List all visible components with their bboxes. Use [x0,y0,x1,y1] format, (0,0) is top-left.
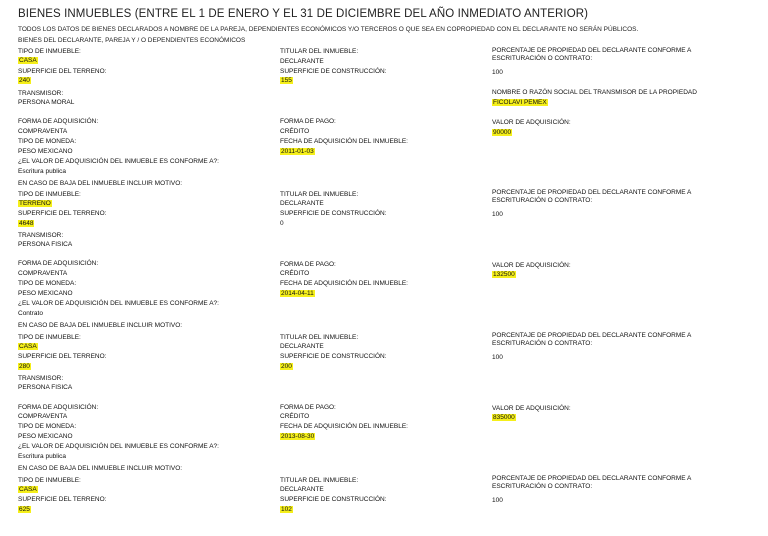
valor-adquisicion-value: 90000 [493,129,512,136]
forma-adquisicion-value: COMPRAVENTA [18,270,68,277]
superficie-terreno-label: SUPERFICIE DEL TERRENO: [18,353,107,360]
forma-pago-label: FORMA DE PAGO: [280,404,336,411]
caso-baja-label: EN CASO DE BAJA DEL INMUEBLE INCLUIR MOTIVO: [18,322,183,329]
superficie-construccion-label: SUPERFICIE DE CONSTRUCCIÓN: [280,210,387,217]
privacy-note: TODOS LOS DATOS DE BIENES DECLARADOS A NOMBRE DE LA PAREJA, DEPENDIENTES ECONÓMICOS Y/O TERCEROS O QUE SEA EN COPROPIEDAD CON EL DECLARANTE NO SERÁN PÚBLICOS. [18,26,639,33]
tipo-moneda-label: TIPO DE MONEDA: [18,423,77,430]
forma-pago-value: CRÉDITO [280,128,310,135]
forma-adquisicion-label: FORMA DE ADQUISICIÓN: [18,260,99,267]
superficie-construccion-label: SUPERFICIE DE CONSTRUCCIÓN: [280,68,387,75]
valor-adquisicion-value: 835000 [493,414,515,421]
tipo-inmueble-label: TIPO DE INMUEBLE: [18,48,81,55]
superficie-terreno-value: 625 [19,506,30,513]
tipo-inmueble-label: TIPO DE INMUEBLE: [18,477,81,484]
titular-value: DECLARANTE [280,343,324,350]
titular-value: DECLARANTE [280,486,324,493]
tipo-inmueble-value: CASA [19,57,37,64]
titular-label: TITULAR DEL INMUEBLE: [280,191,359,198]
transmisor-value: PERSONA FISICA [18,241,73,248]
valor-adquisicion-value: 132500 [493,271,515,278]
superficie-construccion-value: 200 [281,363,292,370]
caso-baja-label: EN CASO DE BAJA DEL INMUEBLE INCLUIR MOTIVO: [18,180,183,187]
porcentaje-value: 100 [492,497,503,504]
valor-conforme-label: ¿EL VALOR DE ADQUISICIÓN DEL INMUEBLE ES CONFORME A?: [18,158,219,165]
section-subtitle: BIENES DEL DECLARANTE, PAREJA Y / O DEPENDIENTES ECONÓMICOS [18,37,246,44]
porcentaje-label: PORCENTAJE DE PROPIEDAD DEL DECLARANTE CONFORME A ESCRITURACIÓN O CONTRATO: [492,189,692,204]
tipo-inmueble-value: CASA [19,486,37,493]
valor-adquisicion-label: VALOR DE ADQUISICIÓN: [492,405,571,412]
valor-conforme-value: Escritura publica [18,453,67,460]
porcentaje-value: 100 [492,69,503,76]
superficie-terreno-label: SUPERFICIE DEL TERRENO: [18,68,107,75]
superficie-terreno-label: SUPERFICIE DEL TERRENO: [18,210,107,217]
tipo-inmueble-label: TIPO DE INMUEBLE: [18,334,81,341]
porcentaje-label: PORCENTAJE DE PROPIEDAD DEL DECLARANTE CONFORME A ESCRITURACIÓN O CONTRATO: [492,332,692,347]
valor-conforme-value: Escritura publica [18,168,67,175]
fecha-adquisicion-label: FECHA DE ADQUISICIÓN DEL INMUEBLE: [280,423,408,430]
superficie-terreno-value: 4648 [19,220,34,227]
superficie-construccion-value: 0 [280,220,284,227]
forma-adquisicion-value: COMPRAVENTA [18,128,68,135]
forma-pago-value: CRÉDITO [280,270,310,277]
razon-social-label: NOMBRE O RAZÓN SOCIAL DEL TRANSMISOR DE LA PROPIEDAD [492,89,697,96]
valor-conforme-label: ¿EL VALOR DE ADQUISICIÓN DEL INMUEBLE ES CONFORME A?: [18,300,219,307]
porcentaje-value: 100 [492,211,503,218]
forma-adquisicion-label: FORMA DE ADQUISICIÓN: [18,404,99,411]
valor-conforme-label: ¿EL VALOR DE ADQUISICIÓN DEL INMUEBLE ES CONFORME A?: [18,443,219,450]
porcentaje-label: PORCENTAJE DE PROPIEDAD DEL DECLARANTE CONFORME A ESCRITURACIÓN O CONTRATO: [492,475,692,490]
superficie-construccion-label: SUPERFICIE DE CONSTRUCCIÓN: [280,353,387,360]
titular-value: DECLARANTE [280,200,324,207]
caso-baja-label: EN CASO DE BAJA DEL INMUEBLE INCLUIR MOTIVO: [18,465,183,472]
transmisor-value: PERSONA MORAL [18,99,75,106]
forma-pago-label: FORMA DE PAGO: [280,118,336,125]
transmisor-value: PERSONA FISICA [18,384,73,391]
fecha-adquisicion-value: 2013-08-30 [281,433,315,440]
transmisor-label: TRANSMISOR: [18,232,64,239]
porcentaje-label: PORCENTAJE DE PROPIEDAD DEL DECLARANTE CONFORME A ESCRITURACIÓN O CONTRATO: [492,47,692,62]
fecha-adquisicion-value: 2014-04-11 [281,290,314,297]
page-title: BIENES INMUEBLES (ENTRE EL 1 DE ENERO Y EL 31 DE DICIEMBRE DEL AÑO INMEDIATO ANTERIOR) [18,8,589,20]
tipo-moneda-value: PESO MEXICANO [18,148,73,155]
titular-label: TITULAR DEL INMUEBLE: [280,48,359,55]
titular-label: TITULAR DEL INMUEBLE: [280,477,359,484]
fecha-adquisicion-label: FECHA DE ADQUISICIÓN DEL INMUEBLE: [280,138,408,145]
forma-pago-label: FORMA DE PAGO: [280,261,336,268]
tipo-moneda-label: TIPO DE MONEDA: [18,280,77,287]
razon-social-value: FICOLAVI PEMEX [493,99,547,106]
tipo-inmueble-value: TERRENO [19,200,51,207]
forma-adquisicion-label: FORMA DE ADQUISICIÓN: [18,118,99,125]
fecha-adquisicion-label: FECHA DE ADQUISICIÓN DEL INMUEBLE: [280,280,408,287]
tipo-moneda-label: TIPO DE MONEDA: [18,138,77,145]
tipo-moneda-value: PESO MEXICANO [18,433,73,440]
valor-conforme-value: Contrato [18,310,43,317]
superficie-construccion-label: SUPERFICIE DE CONSTRUCCIÓN: [280,496,387,503]
superficie-construccion-value: 102 [281,506,292,513]
fecha-adquisicion-value: 2011-01-03 [281,148,314,155]
superficie-terreno-value: 240 [19,77,30,84]
tipo-moneda-value: PESO MEXICANO [18,290,73,297]
superficie-terreno-value: 280 [19,363,30,370]
titular-value: DECLARANTE [280,58,324,65]
tipo-inmueble-label: TIPO DE INMUEBLE: [18,191,81,198]
forma-adquisicion-value: COMPRAVENTA [18,413,68,420]
superficie-terreno-label: SUPERFICIE DEL TERRENO: [18,496,107,503]
porcentaje-value: 100 [492,354,503,361]
valor-adquisicion-label: VALOR DE ADQUISICIÓN: [492,262,571,269]
transmisor-label: TRANSMISOR: [18,90,64,97]
titular-label: TITULAR DEL INMUEBLE: [280,334,359,341]
superficie-construccion-value: 155 [281,77,292,84]
forma-pago-value: CRÉDITO [280,413,310,420]
tipo-inmueble-value: CASA [19,343,37,350]
valor-adquisicion-label: VALOR DE ADQUISICIÓN: [492,119,571,126]
transmisor-label: TRANSMISOR: [18,375,64,382]
